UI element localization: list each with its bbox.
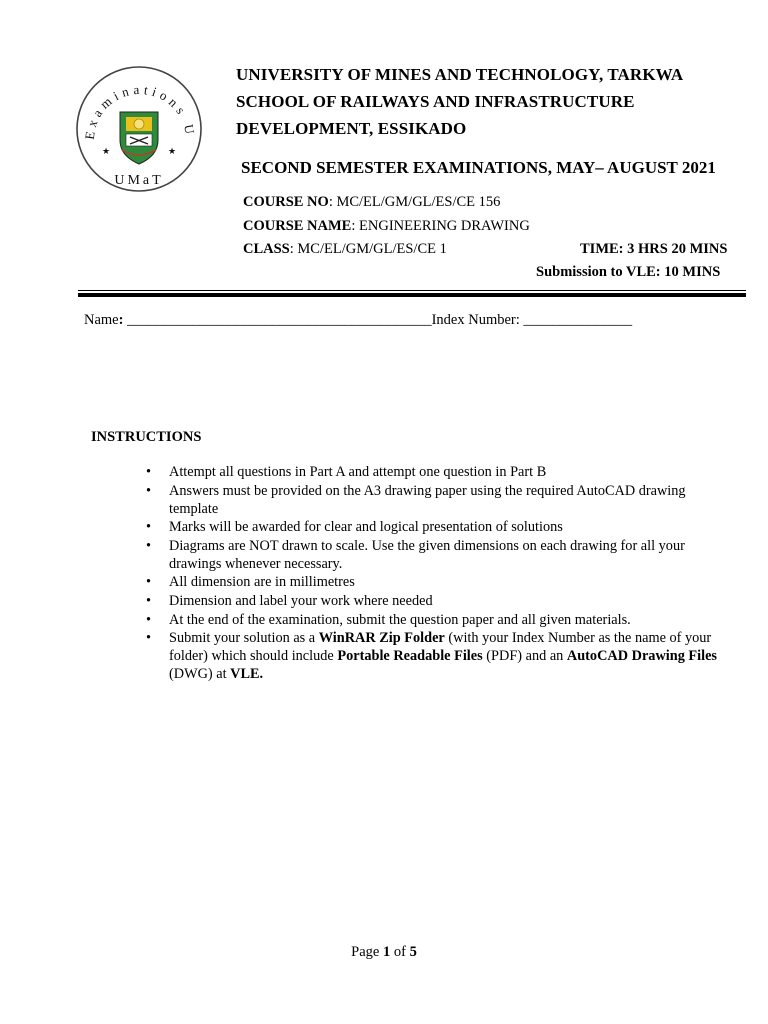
bullet-icon: • xyxy=(146,482,152,499)
class-value: : MC/EL/GM/GL/ES/CE 1 xyxy=(289,241,447,257)
course-name-value: : ENGINEERING DRAWING xyxy=(351,218,530,234)
school-name-line1: SCHOOL OF RAILWAYS AND INFRASTRUCTURE xyxy=(236,92,635,111)
course-name xyxy=(243,218,530,235)
list-item: • Marks will be awarded for clear and logical presentation of solutions xyxy=(146,519,563,536)
seal-bottom-text: UMaT xyxy=(114,173,164,188)
class xyxy=(243,241,447,258)
exam-time: TIME: 3 HRS 20 MINS xyxy=(580,241,728,257)
list-item: • At the end of the examination, submit the question paper and all given materials. xyxy=(146,611,631,628)
course-name-label: COURSE NAME xyxy=(243,218,352,234)
bullet-icon: • xyxy=(146,611,152,628)
bullet-icon: • xyxy=(146,574,152,591)
name-colon: : xyxy=(118,312,124,328)
list-item: • Diagrams are NOT drawn to scale. Use the given dimensions on each drawing for all your drawings whenever necessary. xyxy=(146,537,685,572)
examinations-unit-seal xyxy=(74,64,204,194)
exam-title: SECOND SEMESTER EXAMINATIONS, MAY– AUGUST 2021 xyxy=(241,158,716,177)
header-divider-thick xyxy=(78,293,746,297)
bullet-icon: • xyxy=(146,592,152,609)
seal-ring-text: Examinations U xyxy=(81,81,199,141)
course-no xyxy=(243,194,500,211)
name-label: Name xyxy=(84,312,119,328)
school-name-line2: DEVELOPMENT, ESSIKADO xyxy=(236,119,467,138)
university-name: UNIVERSITY OF MINES AND TECHNOLOGY, TARKWA xyxy=(236,65,684,84)
list-item: • Attempt all questions in Part A and attempt one question in Part B xyxy=(146,464,547,480)
seal-star-right: ★ xyxy=(168,146,177,156)
instructions-list xyxy=(146,463,726,684)
bullet-icon: • xyxy=(146,537,152,554)
page-number: Page 1 of 5 xyxy=(351,944,417,960)
submission-time: Submission to VLE: 10 MINS xyxy=(536,264,721,280)
seal-star-left: ★ xyxy=(102,146,111,156)
seal-graphic xyxy=(74,64,204,194)
bullet-icon: • xyxy=(146,519,152,536)
list-item: • Dimension and label your work where needed xyxy=(146,592,433,609)
candidate-line xyxy=(84,312,632,329)
list-item: • Submit your solution as a WinRAR Zip Folder (with your Index Number as the name of your folder) which should include Portable Readable Files (PDF) and an AutoCAD Drawing Files (DWG) at VLE. xyxy=(146,630,718,683)
class-label: CLASS xyxy=(243,241,290,257)
shield-icon xyxy=(120,112,158,164)
header-divider-thin xyxy=(78,290,746,291)
list-item: • Answers must be provided on the A3 drawing paper using the required AutoCAD drawing template xyxy=(146,482,686,517)
bullet-icon: • xyxy=(146,630,152,647)
index-number-field: Index Number: _______________ xyxy=(431,312,633,328)
list-item: • All dimension are in millimetres xyxy=(146,574,355,591)
course-no-value: : MC/EL/GM/GL/ES/CE 156 xyxy=(328,194,501,210)
name-field: __________________________________________ xyxy=(123,312,432,328)
instructions-title: INSTRUCTIONS xyxy=(91,429,202,445)
bullet-icon: • xyxy=(146,464,152,480)
course-no-label: COURSE NO xyxy=(243,194,329,210)
